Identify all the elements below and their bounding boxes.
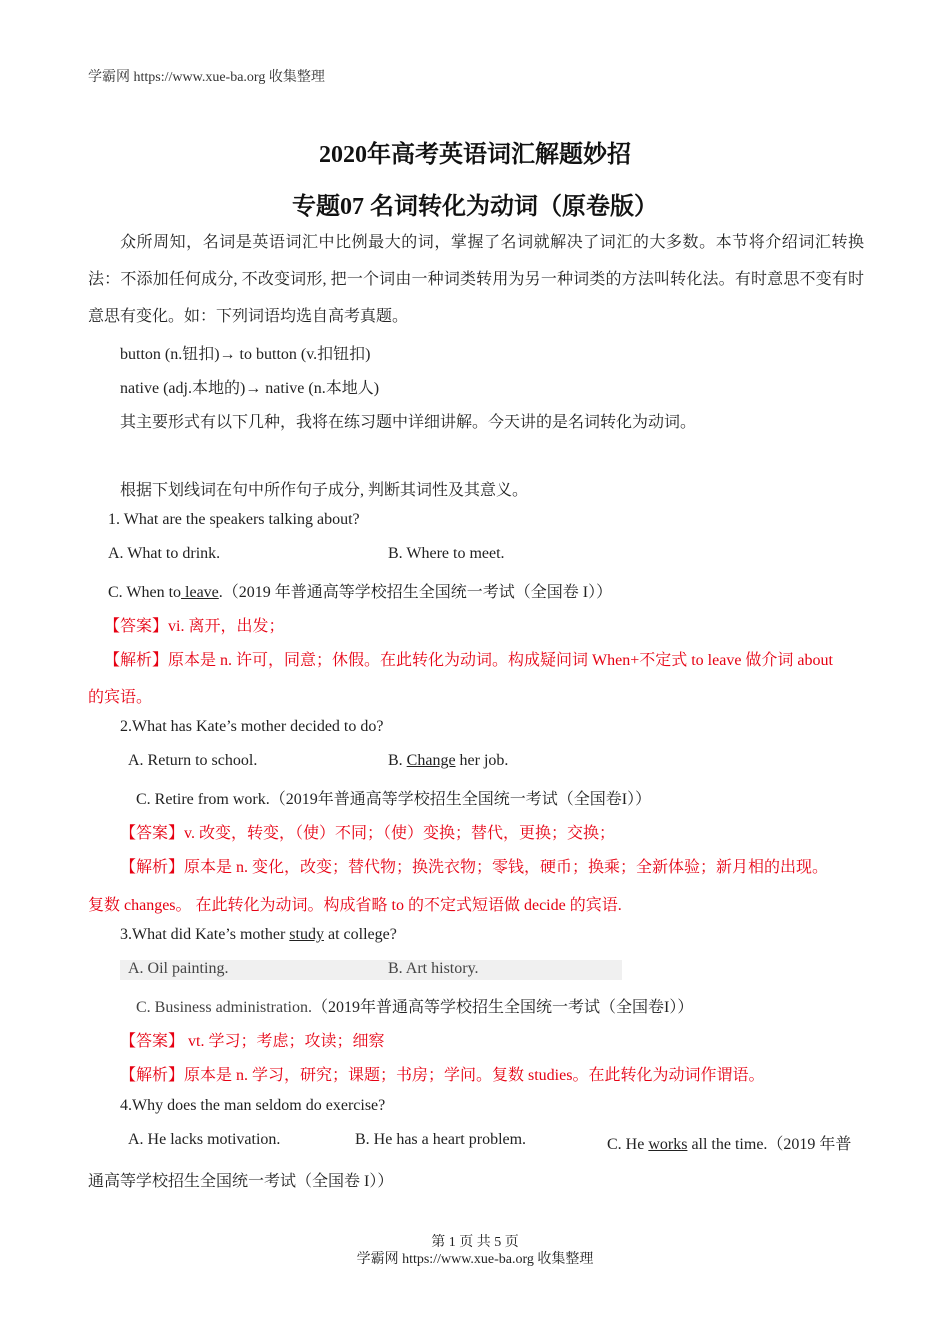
exercise-instruction: 根据下划线词在句中所作句子成分, 判断其词性及其意义。 <box>120 482 529 499</box>
q4-option-b: B. He has a heart problem. <box>355 1131 527 1148</box>
page-number: 第 1 页 共 5 页 <box>431 1235 519 1250</box>
footer-source: 学霸网 https://www.xue-ba.org 收集整理 <box>356 1252 594 1267</box>
q1-option-c <box>108 579 612 602</box>
q1-answer: 【答案】vi. 离开，出发； <box>104 618 285 635</box>
q1-underlined-word: leave <box>181 584 219 601</box>
q2-analysis-line2: 复数 changes。 在此转化为动词。构成省略 to 的不定式短语做 decide 的宾语. <box>88 897 622 914</box>
q1-option-c-text: C. When to <box>108 584 182 601</box>
q4-source-line2: 通高等学校招生全国统一考试（全国卷 I）） <box>88 1173 394 1190</box>
q3-stem <box>120 926 397 944</box>
q4-option-a: A. He lacks motivation. <box>128 1131 281 1148</box>
q2-option-b-text: her job. <box>455 752 509 769</box>
page-header: 学霸网 https://www.xue-ba.org 收集整理 <box>88 70 325 85</box>
q3-answer: 【答案】 vt. 学习；考虑；攻读；细察 <box>120 1033 385 1050</box>
q3-option-c-text: C. Business administration. <box>136 999 312 1016</box>
page-subtitle: 专题07 名词转化为动词（原卷版） <box>292 194 658 220</box>
q4-underlined-word: works <box>648 1136 688 1153</box>
q4-option-c-label: C. He <box>607 1136 649 1153</box>
q2-underlined-word: Change <box>406 752 456 769</box>
q3-option-c <box>136 994 693 1017</box>
page-title: 2020年高考英语词汇解题妙招 <box>319 142 631 168</box>
q2-answer: 【答案】v. 改变，转变，（使）不同；（使）变换；替代，更换；交换； <box>120 825 615 842</box>
q4-option-c <box>607 1131 851 1154</box>
q3-stem-end: at college? <box>323 926 397 943</box>
q1-source: .（2019 年普通高等学校招生全国统一考试（全国卷 I）） <box>218 584 613 601</box>
intro-paragraph: 众所周知，名词是英语词汇中比例最大的词，掌握了名词就解决了词汇的大多数。本节将介绍词汇转换法：不添加任何成分, 不改变词形, 把一个词由一种词类转用为另一种词类的方法叫转化法。有时意思不变有时意思有变化。如：下列词语均选自高考真题。 <box>88 234 864 325</box>
q3-option-a: A. Oil painting. <box>128 960 229 977</box>
q1-analysis-line1: 【解析】原本是 n. 许可，同意；休假。在此转化为动词。构成疑问词 When+不定式 to leave 做介词 about <box>104 652 833 669</box>
q4-stem: 4.Why does the man seldom do exercise? <box>120 1097 386 1114</box>
example-native: native (adj.本地的)→ native (n.本地人) <box>120 380 380 397</box>
q1-stem: 1. What are the speakers talking about? <box>108 511 360 528</box>
q2-option-c: C. Retire from work.（2019年普通高等学校招生全国统一考试（全国卷I）） <box>136 791 652 808</box>
q1-analysis-line2: 的宾语。 <box>88 689 153 706</box>
q2-analysis-line1: 【解析】原本是 n. 变化，改变；替代物；换洗衣物；零钱，硬币；换乘；全新体验；新月相的出现。 <box>120 859 829 876</box>
q2-option-b <box>388 752 508 770</box>
q4-source-start: all the time.（2019 年普 <box>687 1136 852 1153</box>
q3-source: （2019年普通高等学校招生全国统一考试（全国卷I）） <box>312 999 694 1016</box>
example-button: button (n.钮扣)→ to button (v.扣钮扣) <box>120 346 371 363</box>
q1-option-a: A. What to drink. <box>108 545 221 562</box>
q2-option-b-label: B. <box>388 752 407 769</box>
forms-intro: 其主要形式有以下几种，我将在练习题中详细讲解。今天讲的是名词转化为动词。 <box>120 414 697 431</box>
q3-analysis: 【解析】原本是 n. 学习，研究；课题；书房；学问。复数 studies。在此转化为动词作谓语。 <box>120 1067 765 1084</box>
q2-option-a: A. Return to school. <box>128 752 258 769</box>
q3-underlined-word: study <box>289 926 324 943</box>
q2-stem: 2.What has Kate’s mother decided to do? <box>120 718 384 735</box>
q1-option-b: B. Where to meet. <box>388 545 505 562</box>
q3-stem-text: 3.What did Kate’s mother <box>120 926 290 943</box>
q3-option-b: B. Art history. <box>388 960 479 977</box>
